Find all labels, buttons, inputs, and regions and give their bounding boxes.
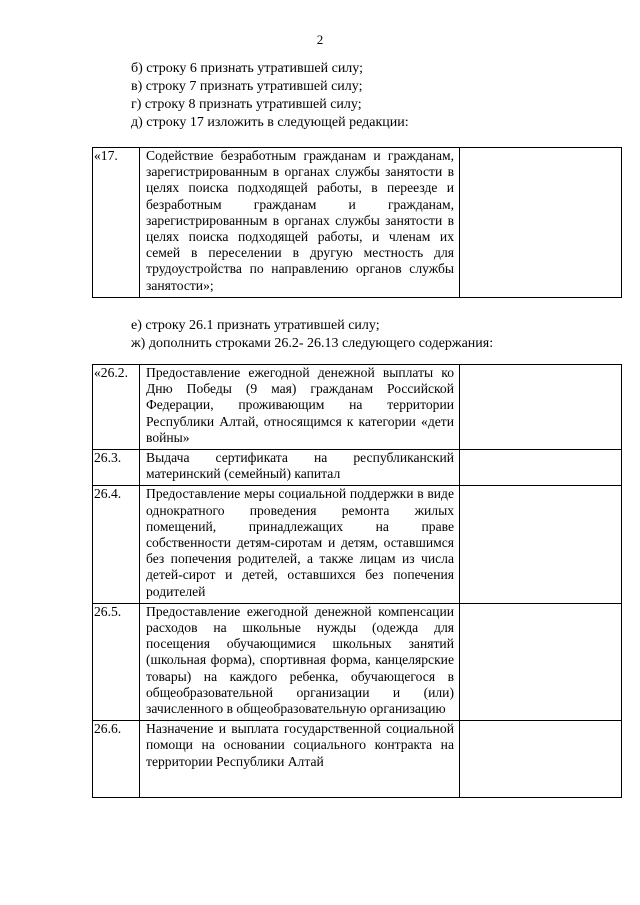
row-description: Предоставление ежегодной денежной выплаты ко Дню Победы (9 мая) гражданам Российской Федерации, проживающим на территории Республики Алтай, относящимся к категории «дети войны»	[140, 365, 460, 450]
instruction-line: е) строку 26.1 признать утратившей силу;	[131, 318, 380, 333]
instruction-line: г) строку 8 признать утратившей силу;	[131, 97, 362, 112]
amendment-table-new-rows	[92, 364, 622, 798]
empty-cell	[460, 365, 622, 450]
empty-cell	[460, 721, 622, 798]
amendment-table-row-17	[92, 147, 622, 298]
instructions-list-middle	[131, 317, 493, 353]
row-description: Предоставление ежегодной денежной компенсации расходов на школьные нужды (одежда для посещения обучающимися школьных занятий (школьная форма), спортивная форма, канцелярские товары) на каждого ребенка, обучающегося в общеобразовательной организации и (или) зачисленного в общеобразовательную организацию	[140, 603, 460, 720]
table-row	[93, 365, 622, 450]
instruction-line: д) строку 17 изложить в следующей редакции:	[131, 115, 409, 130]
row-description: Выдача сертификата на республиканский материнский (семейный) капитал	[140, 450, 460, 486]
instruction-line: б) строку 6 признать утратившей силу;	[131, 61, 363, 76]
row-description: Предоставление меры социальной поддержки в виде однократного проведения ремонта жилых помещений, принадлежащих на праве собственности детям-сиротам и детям, оставшимся без попечения родителей, а также лицам из числа детей-сирот и детей, оставшихся без попечения родителей	[140, 486, 460, 603]
row-description: Содействие безработным гражданам и гражданам, зарегистрированным в органах службы занятости в целях поиска подходящей работы, в переезде и безработным гражданам и гражданам, зарегистрированным в органах службы занятости в целях поиска подходящей работы, и членам их семей в переселении в другую местность для трудоустройства по направлению органов службы занятости»;	[140, 148, 460, 298]
instruction-line: в) строку 7 признать утратившей силу;	[131, 79, 363, 94]
table-row	[93, 603, 622, 720]
empty-cell	[460, 603, 622, 720]
table-row	[93, 450, 622, 486]
table-row	[93, 486, 622, 603]
row-number: 26.4.	[93, 486, 140, 603]
page-number: 2	[316, 32, 324, 47]
empty-cell	[460, 450, 622, 486]
instructions-list-top	[131, 60, 409, 132]
row-number: 26.3.	[93, 450, 140, 486]
row-description: Назначение и выплата государственной социальной помощи на основании социального контракта на территории Республики Алтай	[140, 721, 460, 798]
instruction-line: ж) дополнить строками 26.2- 26.13 следующего содержания:	[131, 336, 494, 351]
row-number: «26.2.	[93, 365, 140, 450]
row-number: 26.6.	[93, 721, 140, 798]
table-row	[93, 721, 622, 798]
row-number: 26.5.	[93, 603, 140, 720]
empty-cell	[460, 486, 622, 603]
row-number: «17.	[93, 148, 140, 298]
empty-cell	[460, 148, 622, 298]
table-row	[93, 148, 622, 298]
